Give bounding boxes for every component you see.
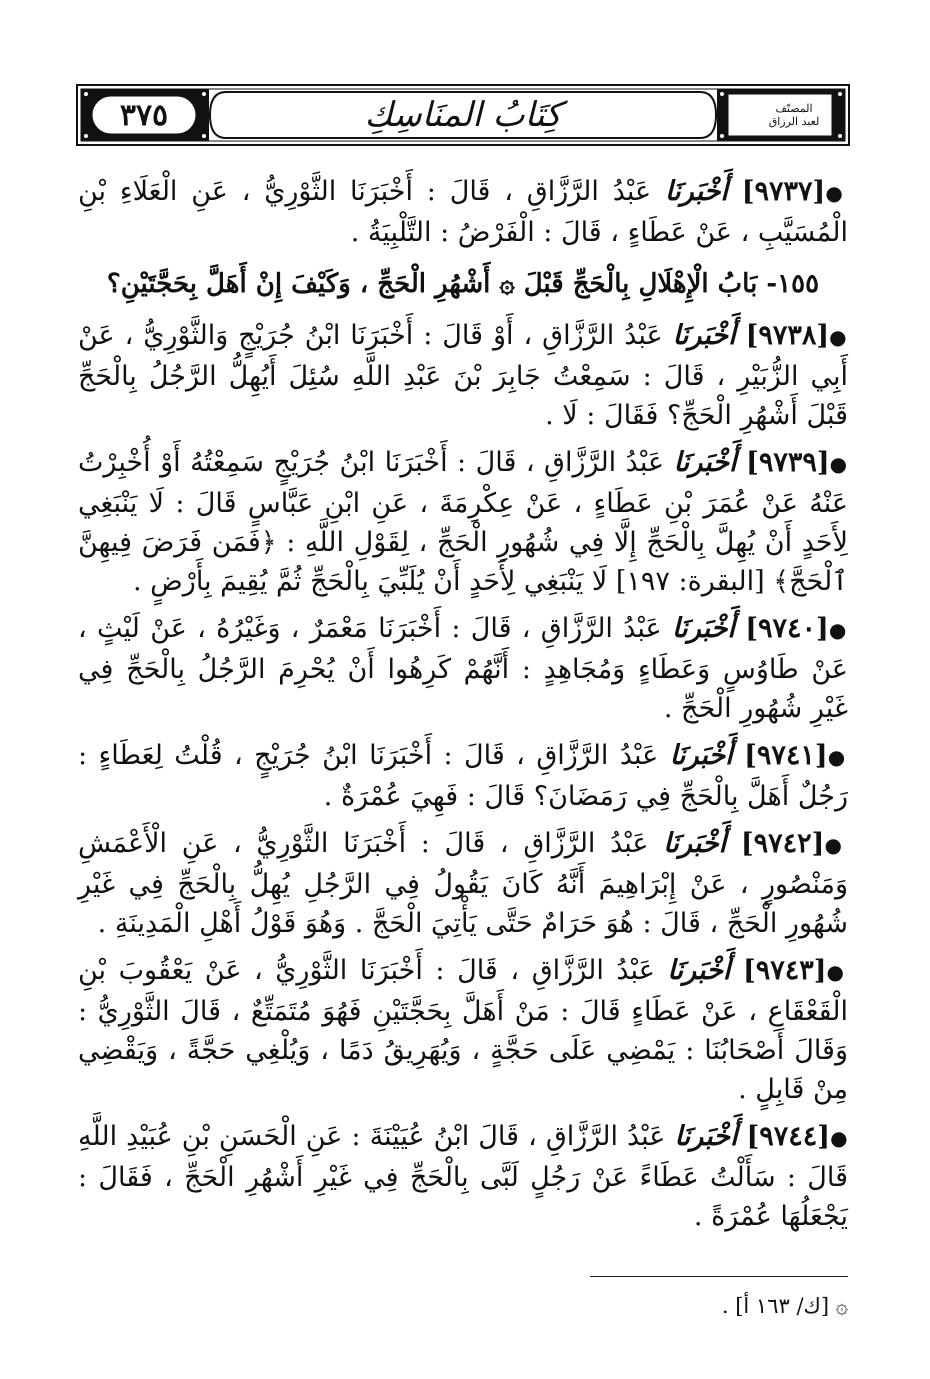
main-text — [78, 172, 848, 1244]
hadith-formula: أَخْبَرنَا — [664, 176, 728, 207]
badge-line-2: لعبد الرزاق — [768, 115, 820, 128]
hadith-formula: أَخْبَرنَا — [674, 1121, 738, 1152]
bullet-icon: ● — [830, 1126, 848, 1150]
hadith-text: عَبْدُ الرَّزَّاقِ ، قَالَ : أَخْبَرَنَا مَعْمَرٌ ، وَغَيْرُهُ ، عَنْ لَيْثٍ ، عَنْ طَاوُسٍ وَعَطَاءٍ وَمُجَاهِدٍ : أَنَّهُمْ كَرِهُوا أَنْ يُحْرِمَ الرَّجُلُ بِالْحَجِّ فِي غَيْرِ شُهُورِ الْحَجِّ . — [78, 613, 848, 724]
footnote-divider — [590, 1276, 848, 1277]
hadith-text: عَبْدُ الرَّزَّاقِ ، قَالَ : أَخْبَرَنَا الثَّوْرِيُّ ، عَنْ يَعْقُوبَ بْنِ الْقَعْقَاعِ ، عَنْ عَطَاءٍ قَالَ : مَنْ أَهَلَّ بِحَجَّتَيْنِ فَهُوَ مُتَمَتِّعٌ ، قَالَ الثَّوْرِيُّ : وَقَالَ أَصْحَابُنَا : يَمْضِي عَلَى حَجَّةٍ ، وَيُهَرِيقُ دَمًا ، وَيُلْغِي حَجَّةً ، وَيَقْضِي مِنْ قَابِلٍ . — [78, 955, 848, 1105]
badge-line-1: المصنّف — [775, 102, 813, 115]
hadith-entry — [78, 172, 848, 252]
hadith-number: [٩٧٣٨] — [745, 320, 830, 351]
hadith-number: [٩٧٣٩] — [746, 447, 830, 478]
chapter-heading: ١٥٥- بَابُ الْإِهْلَالِ بِالْحَجِّ قَبْلَ ۞ أَشْهُرِ الْحَجِّ ، وَكَيْفَ إِنْ أَهَلَّ بِحَجَّتَيْنِ؟ — [106, 269, 820, 299]
hadith-entry — [78, 736, 848, 816]
bullet-icon: ● — [824, 833, 848, 857]
hadith-entry — [78, 316, 848, 435]
hadith-text: عَبْدُ الرَّزَّاقِ ، قَالَ ابْنُ عُيَيْنَةَ : عَنِ الْحَسَنِ بْنِ عُبَيْدِ اللَّهِ قَالَ : سَأَلْتُ عَطَاءً عَنْ رَجُلٍ لَبَّى بِالْحَجِّ فِي غَيْرِ أَشْهُرِ الْحَجِّ ، فَقَالَ : يَجْعَلُهَا عُمْرَةً . — [78, 1121, 848, 1232]
bullet-icon: ● — [825, 181, 848, 205]
hadith-number: [٩٧٤١] — [744, 740, 828, 771]
hadith-formula: أَخْبَرنَا — [663, 828, 727, 859]
book-title: كِتَابُ المنَاسِكِ — [364, 95, 562, 135]
hadith-formula: أَخْبَرنَا — [671, 613, 735, 644]
hadith-formula: أَخْبَرنَا — [672, 320, 736, 351]
hadith-entry — [78, 824, 848, 943]
hadith-formula: أَخْبَرنَا — [669, 740, 733, 771]
hadith-entry — [78, 609, 848, 728]
hadith-text: عَبْدُ الرَّزَّاقِ ، قَالَ : أَخْبَرَنَا الثَّوْرِيُّ ، عَنِ الْعَلَاءِ بْنِ الْمُسَيَّبِ ، عَنْ عَطَاءٍ ، قَالَ : الْفَرْضُ : التَّلْبِيَةُ . — [78, 176, 848, 248]
bullet-icon: ● — [829, 325, 848, 349]
hadith-entry — [78, 443, 848, 601]
bullet-icon: ● — [828, 618, 848, 642]
hadith-text: عَبْدُ الرَّزَّاقِ ، قَالَ : أَخْبَرَنَا ابْنُ جُرَيْجٍ سَمِعْتُهُ أَوْ أُخْبِرْتُ عَنْهُ عَنْ عُمَرَ بْنِ عَطَاءٍ ، عَنْ عِكْرِمَةَ ، عَنِ ابْنِ عَبَّاسٍ قَالَ : لَا يَنْبَغِي لِأَحَدٍ أَنْ يُهِلَّ بِالْحَجِّ إِلَّا فِي شُهُورِ الْحَجِّ ، لِقَوْلِ اللَّهِ : ﴿فَمَن فَرَضَ فِيهِنَّ ٱلْحَجَّ﴾ [البقرة: ١٩٧] لَا يَنْبَغِي لِأَحَدٍ أَنْ يُلَبِّيَ بِالْحَجِّ ثُمَّ يُقِيمَ بِأَرْضٍ . — [78, 447, 848, 597]
hadith-number: [٩٧٤٤] — [746, 1121, 831, 1152]
bullet-icon: ● — [827, 745, 848, 769]
hadith-entry — [78, 951, 848, 1109]
bullet-icon: ● — [829, 452, 848, 476]
hadith-text: عَبْدُ الرَّزَّاقِ ، قَالَ : أَخْبَرَنَا ابْنُ جُرَيْجٍ ، قُلْتُ لِعَطَاءٍ : رَجُلٌ أَهَلَّ بِالْحَجِّ فِي رَمَضَانَ؟ قَالَ : فَهِيَ عُمْرَةٌ . — [78, 740, 848, 812]
hadith-number: [٩٧٣٧] — [741, 176, 826, 207]
hadith-text: عَبْدُ الرَّزَّاقِ ، أَوْ قَالَ : أَخْبَرَنَا ابْنُ جُرَيْجٍ وَالثَّوْرِيُّ ، عَنْ أَبِي الزُّبَيْرِ ، قَالَ : سَمِعْتُ جَابِرَ بْنَ عَبْدِ اللَّهِ سُئِلَ أَيُهِلُّ الرَّجُلُ بِالْحَجِّ قَبْلَ أَشْهُرِ الْحَجِّ؟ فَقَالَ : لَا . — [78, 320, 848, 431]
series-badge — [752, 92, 836, 138]
bullet-icon: ● — [826, 960, 848, 984]
hadith-number: [٩٧٤٢] — [740, 828, 825, 859]
hadith-number: [٩٧٤٠] — [745, 613, 829, 644]
hadith-text: عَبْدُ الرَّزَّاقِ ، قَالَ : أَخْبَرَنَا الثَّوْرِيُّ ، عَنِ الْأَعْمَشِ وَمَنْصُورٍ ، عَنْ إِبْرَاهِيمَ أَنَّهُ كَانَ يَقُولُ فِي الرَّجُلِ يُهِلُّ بِالْحَجِّ فِي غَيْرِ شُهُورِ الْحَجِّ ، قَالَ : هُوَ حَرَامٌ حَتَّى يَأْتِيَ الْحَجَّ . وَهُوَ قَوْلُ أَهْلِ الْمَدِينَةِ . — [78, 828, 848, 939]
hadith-formula: أَخْبَرنَا — [667, 955, 731, 986]
hadith-number: [٩٧٤٣] — [742, 955, 827, 986]
footnote: ۞ [ك/ ١٦٣ أ] . — [721, 1294, 848, 1318]
page-header — [76, 84, 850, 146]
hadith-entry — [78, 1117, 848, 1236]
hadith-formula: أَخْبَرنَا — [673, 447, 737, 478]
page-number: ٣٧٥ — [119, 97, 169, 133]
